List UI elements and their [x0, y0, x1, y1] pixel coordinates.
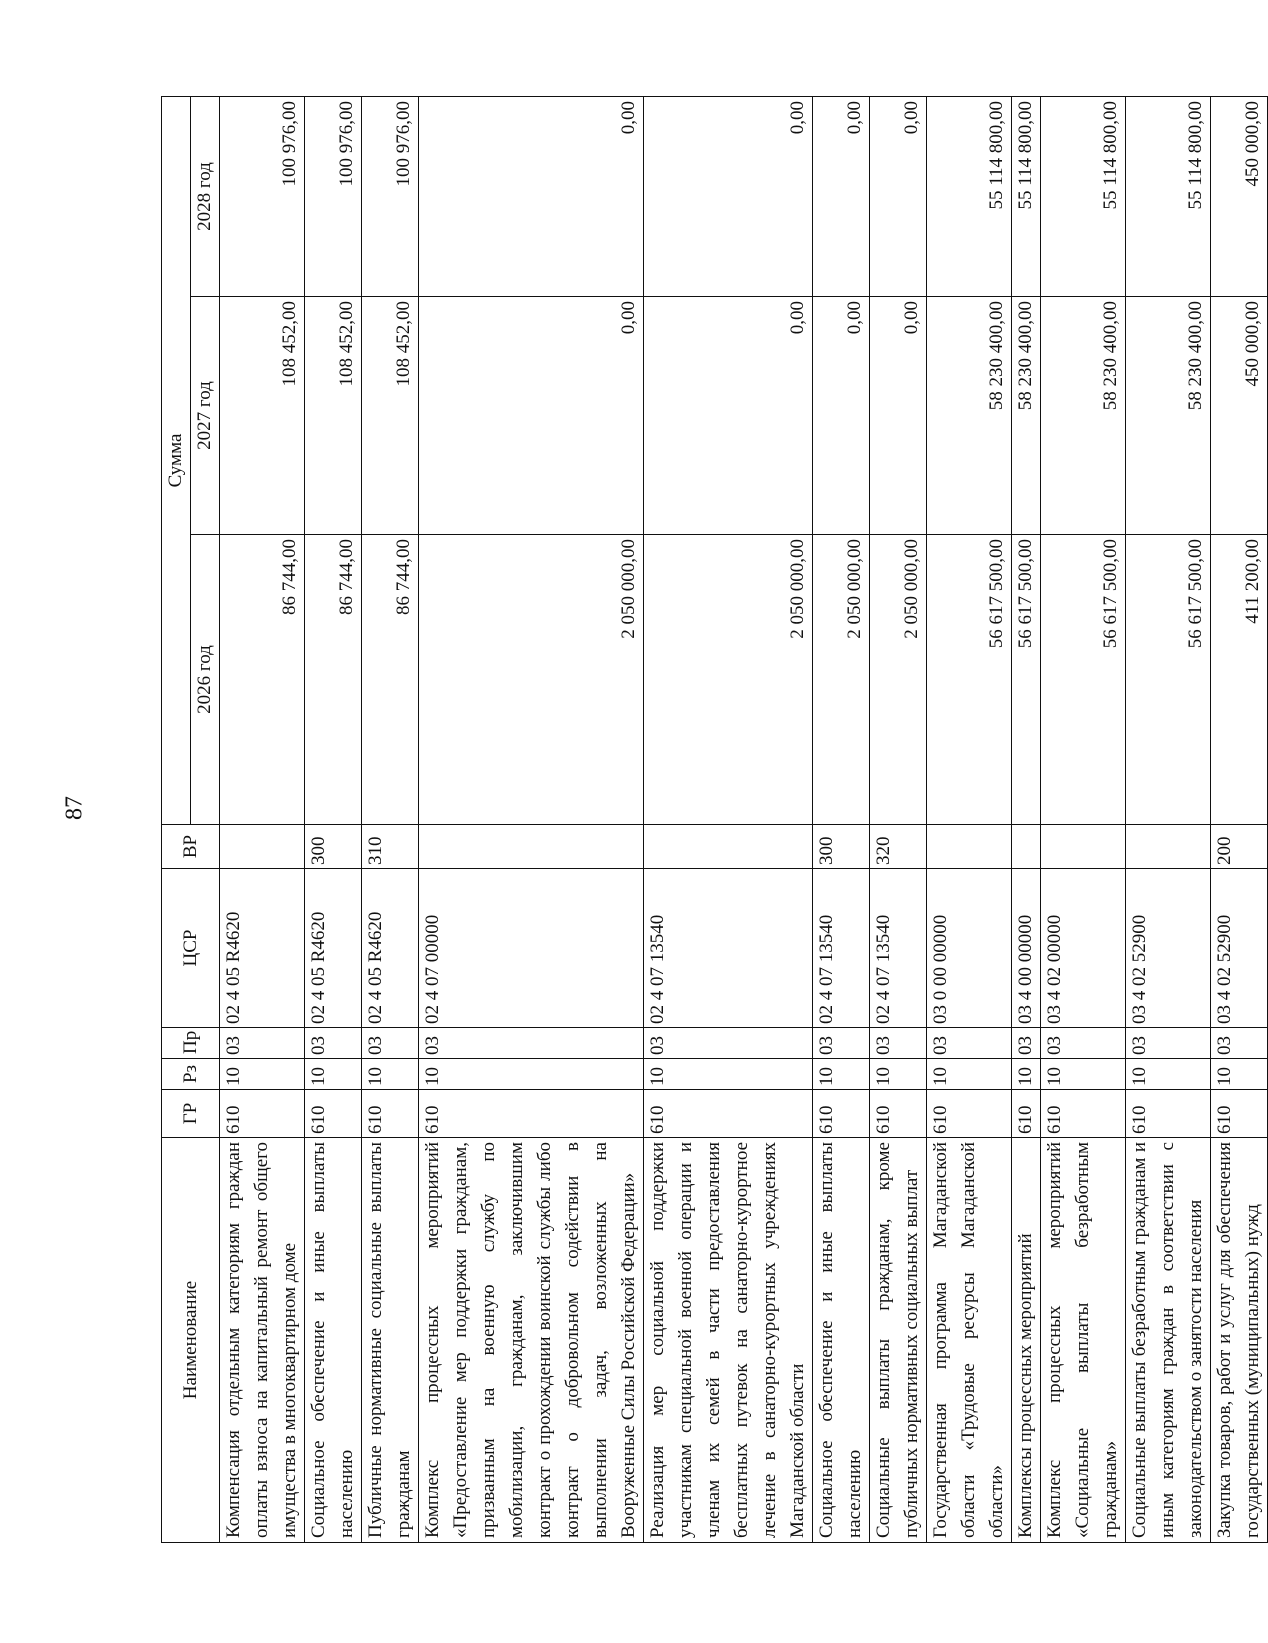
cell-2028: 55 114 800,00 [927, 97, 1012, 297]
budget-table-container [161, 97, 1263, 1543]
header-2028: 2028 год [191, 97, 220, 297]
cell-pr: 03 [813, 1028, 870, 1059]
cell-pr: 03 [927, 1028, 1012, 1059]
cell-gr: 610 [419, 1090, 644, 1138]
table-row [644, 97, 813, 1543]
table-row [305, 97, 362, 1543]
header-csr: ЦСР [162, 869, 220, 1028]
cell-2026: 56 617 500,00 [1126, 535, 1211, 825]
cell-2027: 58 230 400,00 [1012, 297, 1041, 535]
cell-name: Компенсация отдельным категориям граждан оплаты взноса на капитальный ремонт общего имущества в многоквартирном доме [220, 1138, 305, 1543]
cell-2028: 55 114 800,00 [1126, 97, 1211, 297]
cell-2027: 0,00 [813, 297, 870, 535]
cell-rz: 10 [1012, 1059, 1041, 1090]
cell-gr: 610 [644, 1090, 813, 1138]
cell-csr: 02 4 07 13540 [870, 869, 927, 1028]
table-row [362, 97, 419, 1543]
table-row [813, 97, 870, 1543]
table-row [1041, 97, 1126, 1543]
cell-csr: 03 0 00 00000 [927, 869, 1012, 1028]
cell-pr: 03 [1012, 1028, 1041, 1059]
cell-gr: 610 [1126, 1090, 1211, 1138]
cell-rz: 10 [1211, 1059, 1268, 1090]
cell-pr: 03 [644, 1028, 813, 1059]
cell-2026: 86 744,00 [362, 535, 419, 825]
cell-vr: 310 [362, 825, 419, 869]
cell-2028: 0,00 [870, 97, 927, 297]
cell-pr: 03 [305, 1028, 362, 1059]
table-row [927, 97, 1012, 1543]
cell-csr: 03 4 02 52900 [1126, 869, 1211, 1028]
cell-pr: 03 [1041, 1028, 1126, 1059]
cell-gr: 610 [1211, 1090, 1268, 1138]
cell-csr: 02 4 07 13540 [813, 869, 870, 1028]
cell-name: Социальные выплаты гражданам, кроме публичных нормативных социальных выплат [870, 1138, 927, 1543]
cell-2027: 0,00 [870, 297, 927, 535]
header-2027: 2027 год [191, 297, 220, 535]
cell-2028: 450 000,00 [1211, 97, 1268, 297]
table-row [1012, 97, 1041, 1543]
cell-2026: 56 617 500,00 [1012, 535, 1041, 825]
page-number: 87 [61, 796, 88, 820]
cell-2026: 86 744,00 [305, 535, 362, 825]
cell-2028: 55 114 800,00 [1012, 97, 1041, 297]
cell-gr: 610 [1041, 1090, 1126, 1138]
header-sum: Сумма [162, 97, 191, 825]
table-row [1126, 97, 1211, 1543]
cell-vr [927, 825, 1012, 869]
cell-vr [419, 825, 644, 869]
cell-vr [644, 825, 813, 869]
cell-2026: 2 050 000,00 [870, 535, 927, 825]
cell-2027: 0,00 [644, 297, 813, 535]
cell-2027: 108 452,00 [305, 297, 362, 535]
cell-csr: 03 4 02 00000 [1041, 869, 1126, 1028]
cell-pr: 03 [1126, 1028, 1211, 1059]
cell-2027: 58 230 400,00 [1126, 297, 1211, 535]
cell-pr: 03 [362, 1028, 419, 1059]
cell-2028: 0,00 [419, 97, 644, 297]
cell-csr: 03 4 00 00000 [1012, 869, 1041, 1028]
cell-vr [1041, 825, 1126, 869]
cell-rz: 10 [305, 1059, 362, 1090]
cell-2026: 411 200,00 [1211, 535, 1268, 825]
cell-vr [220, 825, 305, 869]
cell-name: Социальное обеспечение и иные выплаты населению [813, 1138, 870, 1543]
cell-name: Закупка товаров, работ и услуг для обеспечения государственных (муниципальных) нужд [1211, 1138, 1268, 1543]
cell-name: Государственная программа Магаданской области «Трудовые ресурсы Магаданской области» [927, 1138, 1012, 1543]
cell-2026: 2 050 000,00 [644, 535, 813, 825]
cell-2028: 55 114 800,00 [1041, 97, 1126, 297]
cell-gr: 610 [1012, 1090, 1041, 1138]
cell-gr: 610 [305, 1090, 362, 1138]
cell-2027: 58 230 400,00 [1041, 297, 1126, 535]
cell-name: Социальные выплаты безработным гражданам и иным категориям граждан в соответствии с законодательством о занятости населения [1126, 1138, 1211, 1543]
header-name: Наименование [162, 1138, 220, 1543]
header-pr: Пр [162, 1028, 220, 1059]
cell-vr: 200 [1211, 825, 1268, 869]
cell-gr: 610 [927, 1090, 1012, 1138]
cell-2026: 2 050 000,00 [419, 535, 644, 825]
header-vr: ВР [162, 825, 220, 869]
cell-vr: 300 [813, 825, 870, 869]
cell-2026: 2 050 000,00 [813, 535, 870, 825]
cell-rz: 10 [927, 1059, 1012, 1090]
cell-rz: 10 [1041, 1059, 1126, 1090]
cell-name: Комплекс процессных мероприятий «Социальные выплаты безработным гражданам» [1041, 1138, 1126, 1543]
cell-csr: 02 4 05 R4620 [220, 869, 305, 1028]
cell-csr: 02 4 05 R4620 [305, 869, 362, 1028]
cell-csr: 02 4 07 00000 [419, 869, 644, 1028]
cell-2027: 58 230 400,00 [927, 297, 1012, 535]
cell-gr: 610 [362, 1090, 419, 1138]
cell-rz: 10 [419, 1059, 644, 1090]
cell-rz: 10 [870, 1059, 927, 1090]
cell-2027: 450 000,00 [1211, 297, 1268, 535]
table-row [419, 97, 644, 1543]
cell-2027: 108 452,00 [362, 297, 419, 535]
cell-vr: 300 [305, 825, 362, 869]
cell-name: Публичные нормативные социальные выплаты гражданам [362, 1138, 419, 1543]
cell-2027: 108 452,00 [220, 297, 305, 535]
table-row [870, 97, 927, 1543]
cell-pr: 03 [419, 1028, 644, 1059]
table-row [1211, 97, 1268, 1543]
cell-gr: 610 [220, 1090, 305, 1138]
header-gr: ГР [162, 1090, 220, 1138]
rotated-page-content [161, 97, 1263, 1543]
cell-2026: 56 617 500,00 [1041, 535, 1126, 825]
header-rz: Рз [162, 1059, 220, 1090]
cell-pr: 03 [220, 1028, 305, 1059]
cell-gr: 610 [870, 1090, 927, 1138]
cell-gr: 610 [813, 1090, 870, 1138]
cell-name: Комплексы процессных мероприятий [1012, 1138, 1041, 1543]
cell-2026: 56 617 500,00 [927, 535, 1012, 825]
header-row-top [162, 97, 191, 1543]
cell-2028: 0,00 [644, 97, 813, 297]
cell-rz: 10 [220, 1059, 305, 1090]
table-row [220, 97, 305, 1543]
cell-name: Комплекс процессных мероприятий «Предоставление мер поддержки гражданам, призванным на военную службу по мобилизации, гражданам, заключившим контракт о прохождении воинской службы либо контракт о добровольном содействии в выполнении задач, возложенных на Вооруженные Силы Российской Федерации» [419, 1138, 644, 1543]
cell-rz: 10 [813, 1059, 870, 1090]
cell-vr [1012, 825, 1041, 869]
cell-2026: 86 744,00 [220, 535, 305, 825]
cell-rz: 10 [362, 1059, 419, 1090]
cell-vr: 320 [870, 825, 927, 869]
cell-csr: 02 4 05 R4620 [362, 869, 419, 1028]
cell-name: Социальное обеспечение и иные выплаты населению [305, 1138, 362, 1543]
cell-pr: 03 [870, 1028, 927, 1059]
cell-rz: 10 [1126, 1059, 1211, 1090]
header-2026: 2026 год [191, 535, 220, 825]
cell-name: Реализация мер социальной поддержки участникам специальной военной операции и членам их семей в части предоставления бесплатных путевок на санаторно-курортное лечение в санаторно-курортных учреждениях Магаданской области [644, 1138, 813, 1543]
cell-2028: 100 976,00 [362, 97, 419, 297]
cell-2028: 100 976,00 [305, 97, 362, 297]
cell-2028: 0,00 [813, 97, 870, 297]
cell-2028: 100 976,00 [220, 97, 305, 297]
budget-table [161, 96, 1268, 1543]
cell-2027: 0,00 [419, 297, 644, 535]
cell-csr: 03 4 02 52900 [1211, 869, 1268, 1028]
cell-rz: 10 [644, 1059, 813, 1090]
cell-pr: 03 [1211, 1028, 1268, 1059]
cell-vr [1126, 825, 1211, 869]
cell-csr: 02 4 07 13540 [644, 869, 813, 1028]
